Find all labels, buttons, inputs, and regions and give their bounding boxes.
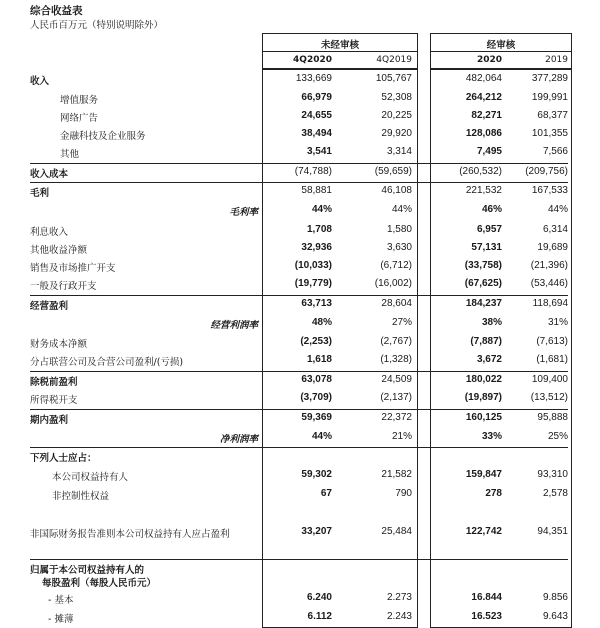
- cell-value: 264,212: [465, 92, 502, 103]
- cell-value: 33,207: [301, 526, 332, 537]
- cell-value: 24,655: [301, 110, 332, 121]
- cell-value: 482,064: [465, 73, 502, 84]
- cell-value: 25,484: [381, 526, 412, 537]
- cell-value: 1,580: [386, 224, 412, 235]
- table-row: [0, 296, 600, 314]
- row-label: 财务成本净额: [30, 339, 88, 350]
- row-label: - 摊薄: [48, 614, 74, 625]
- row-label: 下列人士应占：: [30, 453, 97, 464]
- cell-value: 22,372: [381, 412, 412, 423]
- row-label: 分占联营公司及合营公司盈利/(亏损): [30, 357, 184, 368]
- cell-value: (13,512): [530, 392, 568, 403]
- row-label: 其他收益净额: [30, 245, 88, 256]
- cell-value: 66,979: [301, 92, 332, 103]
- table-row: [0, 126, 600, 144]
- row-label: 利息收入: [30, 227, 69, 238]
- cell-value: 122,742: [465, 526, 502, 537]
- cell-value: (10,033): [294, 260, 332, 271]
- cell-value: 46,108: [381, 185, 412, 196]
- cell-value: 24,509: [381, 374, 412, 385]
- table-row: [0, 258, 600, 276]
- cell-value: (53,446): [530, 278, 568, 289]
- cell-value: 180,022: [465, 374, 502, 385]
- row-label: 本公司权益持有人: [52, 472, 129, 483]
- cell-value: (74,788): [294, 166, 332, 177]
- audited-header: 经审核: [486, 40, 516, 51]
- cell-value: (2,253): [300, 336, 332, 347]
- column-header-4q2020: 4Q2020: [293, 55, 332, 65]
- cell-value: 33%: [481, 431, 502, 442]
- cell-value: (7,613): [536, 336, 568, 347]
- column-header-2020: 2020: [476, 55, 502, 65]
- cell-value: 29,920: [381, 128, 412, 139]
- cell-value: 6.240: [306, 592, 332, 603]
- cell-value: 46%: [481, 204, 502, 215]
- table-row: [0, 410, 600, 428]
- cell-value: 28,604: [381, 298, 412, 309]
- cell-value: 21%: [391, 431, 412, 442]
- cell-value: 2.243: [386, 611, 412, 622]
- table-row: [0, 590, 600, 608]
- row-label: 增值服务: [60, 95, 99, 106]
- cell-value: 278: [485, 488, 502, 499]
- cell-value: 2.273: [386, 592, 412, 603]
- table-row: [0, 202, 600, 220]
- cell-value: (19,779): [294, 278, 332, 289]
- cell-value: 2,578: [542, 488, 568, 499]
- cell-value: 16.523: [471, 611, 502, 622]
- cell-value: 27%: [391, 317, 412, 328]
- row-label: 金融科技及企业服务: [60, 131, 146, 142]
- table-row: [0, 334, 600, 352]
- cell-value: 25%: [547, 431, 568, 442]
- cell-value: 95,888: [537, 412, 568, 423]
- row-label: 所得税开支: [30, 395, 78, 406]
- cell-value: 59,302: [301, 469, 332, 480]
- cell-value: 44%: [311, 431, 332, 442]
- currency-note: 人民币百万元（特别说明除外）: [30, 20, 164, 31]
- row-label: 毛利: [30, 188, 50, 199]
- cell-value: 44%: [311, 204, 332, 215]
- cell-value: (1,328): [380, 354, 412, 365]
- cell-value: 118,694: [532, 298, 568, 309]
- table-row: [0, 467, 600, 485]
- table-row: [0, 609, 600, 627]
- statement-title: 综合收益表: [30, 5, 83, 17]
- row-label: 收入成本: [30, 169, 69, 180]
- row-label: 销售及市场推广开支: [30, 263, 116, 274]
- table-row: [0, 372, 600, 390]
- cell-value: 94,351: [537, 526, 568, 537]
- cell-value: 3,541: [306, 146, 332, 157]
- row-label: 一般及行政开支: [30, 281, 97, 292]
- cell-value: 44%: [391, 204, 412, 215]
- cell-value: 160,125: [465, 412, 502, 423]
- cell-value: 32,936: [301, 242, 332, 253]
- table-row: [0, 71, 600, 89]
- table-row: [0, 222, 600, 240]
- cell-value: 7,495: [476, 146, 502, 157]
- cell-value: 59,369: [301, 412, 332, 423]
- table-row: [0, 524, 600, 542]
- cell-value: 3,314: [386, 146, 412, 157]
- cell-value: 167,533: [531, 185, 568, 196]
- row-label: 除税前盈利: [30, 377, 78, 388]
- cell-value: 48%: [311, 317, 332, 328]
- cell-value: (1,681): [536, 354, 568, 365]
- table-row: [0, 164, 600, 182]
- cell-value: 20,225: [381, 110, 412, 121]
- column-header-2019: 2019: [545, 55, 568, 65]
- cell-value: 790: [395, 488, 412, 499]
- cell-value: (2,767): [380, 336, 412, 347]
- cell-value: 1,618: [306, 354, 332, 365]
- cell-value: (260,532): [459, 166, 502, 177]
- cell-value: 221,532: [465, 185, 502, 196]
- cell-value: (6,712): [380, 260, 412, 271]
- row-label: 净利润率: [219, 434, 258, 445]
- cell-value: (59,659): [374, 166, 412, 177]
- cell-value: 377,289: [531, 73, 568, 84]
- cell-value: (7,887): [470, 336, 502, 347]
- cell-value: 3,630: [386, 242, 412, 253]
- cell-value: 9.856: [542, 592, 568, 603]
- row-label: 归属于本公司权益持有人的: [30, 565, 145, 576]
- table-row: [0, 144, 600, 162]
- row-label: 其他: [60, 149, 80, 160]
- cell-value: 38,494: [301, 128, 332, 139]
- cell-value: 93,310: [537, 469, 568, 480]
- cell-value: 3,672: [476, 354, 502, 365]
- cell-value: 57,131: [471, 242, 502, 253]
- table-row: [0, 276, 600, 294]
- table-row: [0, 429, 600, 447]
- cell-value: 7,566: [542, 146, 568, 157]
- cell-value: 19,689: [537, 242, 568, 253]
- row-label: 网络广告: [60, 113, 99, 124]
- row-label: 收入: [30, 76, 50, 87]
- cell-value: 159,847: [465, 469, 502, 480]
- cell-value: 16.844: [471, 592, 502, 603]
- cell-value: 52,308: [381, 92, 412, 103]
- row-label: 非国际财务报告准则本公司权益持有人应占盈利: [30, 529, 230, 540]
- cell-value: (67,625): [464, 278, 502, 289]
- cell-value: 67: [320, 488, 332, 499]
- cell-value: 199,991: [531, 92, 568, 103]
- cell-value: 63,713: [301, 298, 332, 309]
- cell-value: 6,314: [542, 224, 568, 235]
- cell-value: (33,758): [464, 260, 502, 271]
- table-row: [0, 315, 600, 333]
- cell-value: 68,377: [537, 110, 568, 121]
- cell-value: 82,271: [471, 110, 502, 121]
- table-row: [0, 90, 600, 108]
- table-row: [0, 108, 600, 126]
- cell-value: 6,957: [476, 224, 502, 235]
- row-label: 非控制性权益: [52, 491, 110, 502]
- cell-value: (21,396): [530, 260, 568, 271]
- table-row: [0, 352, 600, 370]
- cell-value: 133,669: [295, 73, 332, 84]
- cell-value: 9.643: [542, 611, 568, 622]
- table-row: [0, 240, 600, 258]
- cell-value: 128,086: [465, 128, 502, 139]
- table-row: [0, 573, 600, 591]
- cell-value: 105,767: [375, 73, 412, 84]
- table-row: [0, 183, 600, 201]
- cell-value: 38%: [481, 317, 502, 328]
- cell-value: 184,237: [465, 298, 502, 309]
- unaudited-header: 未经审核: [320, 40, 359, 51]
- row-label: 毛利率: [229, 207, 258, 218]
- cell-value: (209,756): [525, 166, 568, 177]
- cell-value: (16,002): [374, 278, 412, 289]
- row-label: 经营利润率: [210, 320, 258, 331]
- table-row: [0, 486, 600, 504]
- cell-value: 101,355: [531, 128, 568, 139]
- table-row: [0, 448, 600, 466]
- row-label: 经营盈利: [30, 301, 69, 312]
- cell-value: (3,709): [300, 392, 332, 403]
- row-label: 每股盈利（每股人民币元）: [42, 578, 157, 589]
- cell-value: (2,137): [380, 392, 412, 403]
- table-row: [0, 390, 600, 408]
- cell-value: 44%: [547, 204, 568, 215]
- cell-value: 6.112: [307, 611, 332, 622]
- cell-value: 109,400: [531, 374, 568, 385]
- row-label: - 基本: [48, 595, 74, 606]
- cell-value: 21,582: [381, 469, 412, 480]
- cell-value: 1,708: [306, 224, 332, 235]
- row-label: 期内盈利: [30, 415, 69, 426]
- cell-value: 63,078: [301, 374, 332, 385]
- column-header-4q2019: 4Q2019: [376, 55, 412, 65]
- cell-value: (19,897): [464, 392, 502, 403]
- cell-value: 31%: [547, 317, 568, 328]
- cell-value: 58,881: [301, 185, 332, 196]
